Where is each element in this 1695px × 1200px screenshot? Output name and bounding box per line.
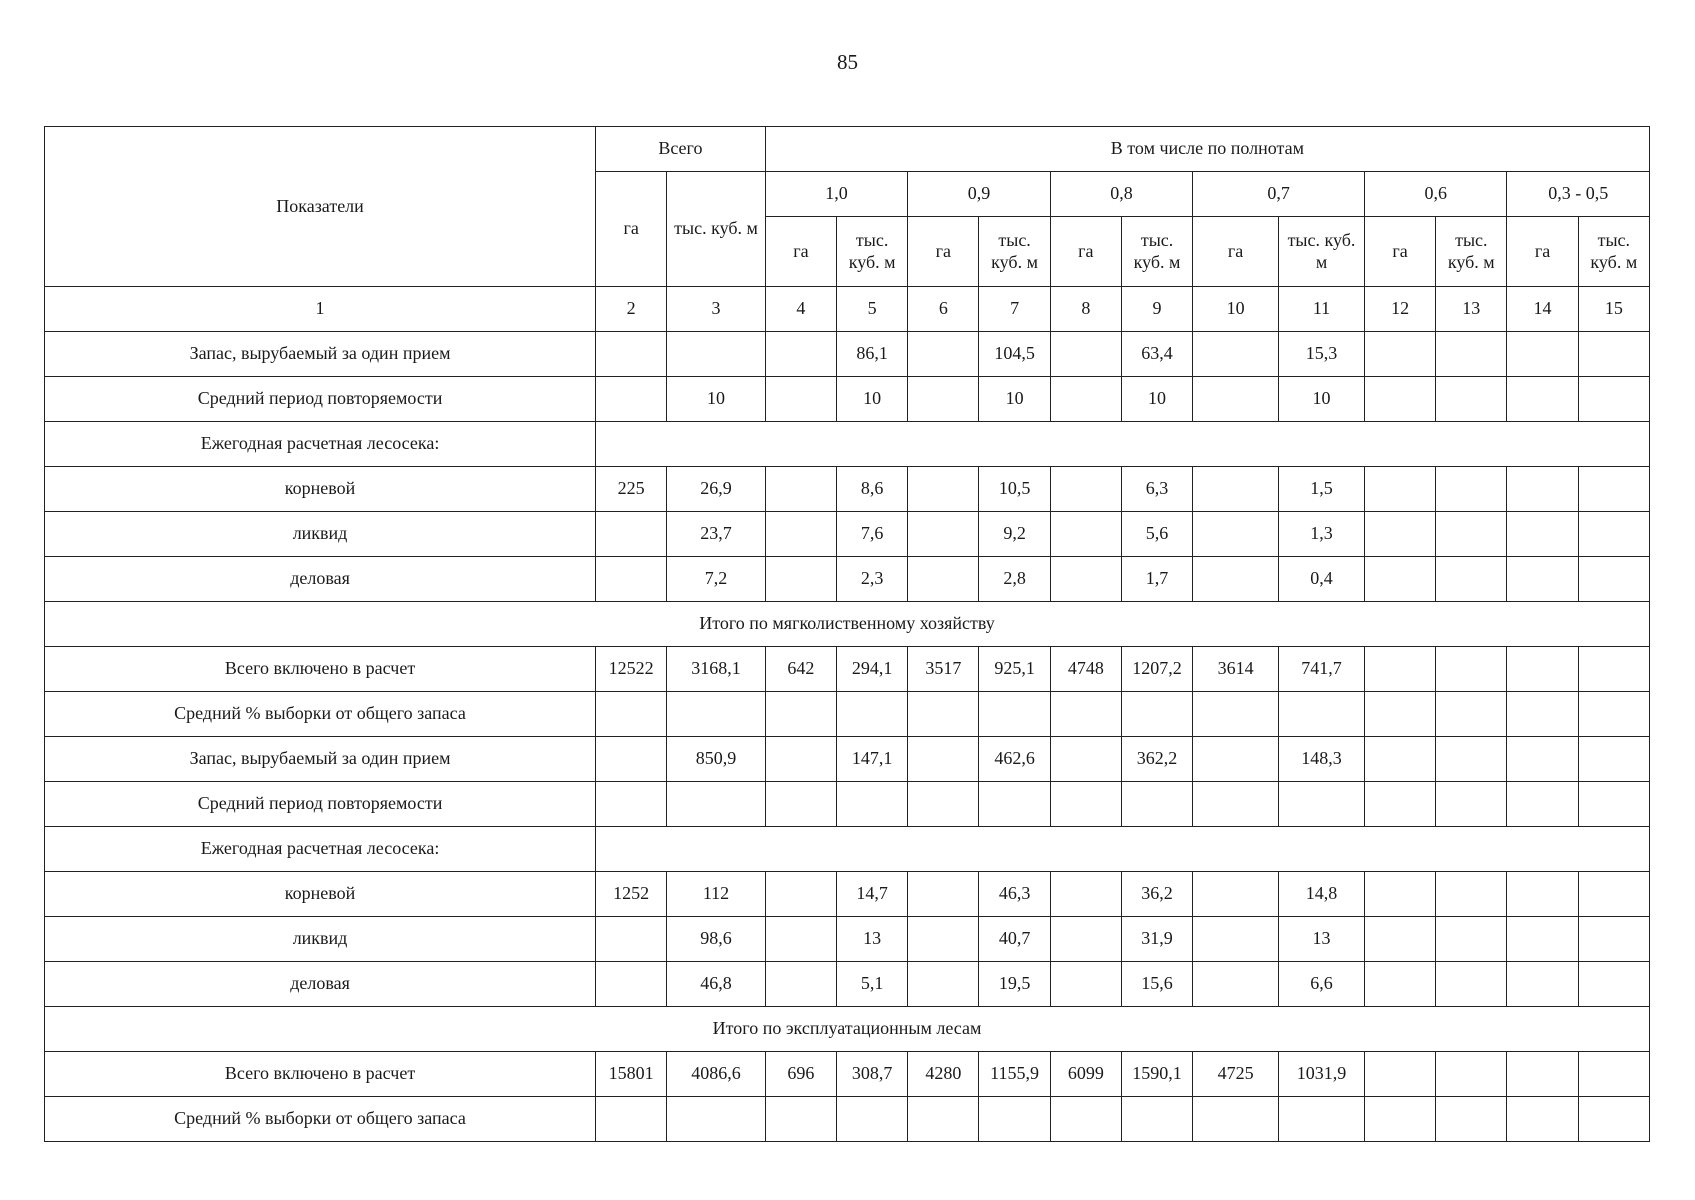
- table-cell: 104,5: [979, 332, 1050, 377]
- table-cell: [1436, 692, 1507, 737]
- table-cell: [1507, 467, 1578, 512]
- table-cell: [1193, 692, 1279, 737]
- table-cell: [1050, 512, 1121, 557]
- table-cell: [837, 692, 908, 737]
- table-cell: [1193, 872, 1279, 917]
- table-cell: 7,6: [837, 512, 908, 557]
- table-cell: [837, 782, 908, 827]
- column-number: 4: [765, 287, 836, 332]
- header-by-density: В том числе по полнотам: [765, 127, 1649, 172]
- column-number: 12: [1364, 287, 1435, 332]
- header-volume: тыс. куб. м: [1436, 217, 1507, 287]
- table-cell: [1193, 1097, 1279, 1142]
- table-cell: [1193, 332, 1279, 377]
- table-cell: [1436, 872, 1507, 917]
- table-cell: [765, 737, 836, 782]
- row-label: корневой: [45, 872, 596, 917]
- table-cell: 1,3: [1279, 512, 1365, 557]
- table-row: [45, 467, 1650, 512]
- header-density-0-8: 0,8: [1050, 172, 1192, 217]
- table-cell: [667, 692, 765, 737]
- table-cell: [765, 467, 836, 512]
- table-cell: 10: [1121, 377, 1192, 422]
- table-cell: [1436, 737, 1507, 782]
- table-cell: [1436, 512, 1507, 557]
- table-cell: [596, 377, 667, 422]
- table-cell: [1193, 467, 1279, 512]
- table-cell: 1031,9: [1279, 1052, 1365, 1097]
- table-cell: [1364, 872, 1435, 917]
- table-cell: 13: [1279, 917, 1365, 962]
- table-cell: 0,4: [1279, 557, 1365, 602]
- table-cell: 10: [979, 377, 1050, 422]
- header-volume: тыс. куб. м: [1279, 217, 1365, 287]
- page-number: 85: [837, 50, 858, 74]
- table-cell: [1578, 737, 1649, 782]
- table-cell: 9,2: [979, 512, 1050, 557]
- table-cell: [596, 1097, 667, 1142]
- table-cell: 10,5: [979, 467, 1050, 512]
- table-cell: [1121, 1097, 1192, 1142]
- table-cell: 86,1: [837, 332, 908, 377]
- column-number: 11: [1279, 287, 1365, 332]
- table-cell: [979, 782, 1050, 827]
- column-number: 2: [596, 287, 667, 332]
- table-cell: 308,7: [837, 1052, 908, 1097]
- table-cell: [1436, 377, 1507, 422]
- table-cell: [667, 782, 765, 827]
- table-cell: [1121, 692, 1192, 737]
- table-cell: [1436, 782, 1507, 827]
- table-cell: [1578, 377, 1649, 422]
- table-cell: [1507, 557, 1578, 602]
- table-cell: [596, 917, 667, 962]
- table-row: [45, 557, 1650, 602]
- table-cell: [1279, 782, 1365, 827]
- merged-empty-cell: [596, 827, 1650, 872]
- table-cell: [979, 692, 1050, 737]
- header-total-ha: га: [596, 172, 667, 287]
- table-cell: [596, 737, 667, 782]
- table-cell: [1364, 557, 1435, 602]
- header-volume: тыс. куб. м: [979, 217, 1050, 287]
- table-cell: 3168,1: [667, 647, 765, 692]
- table-cell: [1364, 332, 1435, 377]
- table-cell: [1050, 872, 1121, 917]
- table-cell: [1507, 962, 1578, 1007]
- column-number: 3: [667, 287, 765, 332]
- table-cell: 13: [837, 917, 908, 962]
- table-cell: [765, 512, 836, 557]
- table-row: [45, 782, 1650, 827]
- row-label: Запас, вырубаемый за один прием: [45, 332, 596, 377]
- table-cell: 23,7: [667, 512, 765, 557]
- table-cell: [1507, 332, 1578, 377]
- table-cell: [765, 962, 836, 1007]
- table-row: [45, 737, 1650, 782]
- header-volume: тыс. куб. м: [837, 217, 908, 287]
- column-number: 9: [1121, 287, 1192, 332]
- table-cell: [1364, 512, 1435, 557]
- table-cell: [1364, 377, 1435, 422]
- table-cell: [1436, 332, 1507, 377]
- table-cell: 40,7: [979, 917, 1050, 962]
- table-cell: [1436, 557, 1507, 602]
- table-cell: [1121, 782, 1192, 827]
- table-cell: 112: [667, 872, 765, 917]
- column-number: 10: [1193, 287, 1279, 332]
- table-cell: [1364, 692, 1435, 737]
- table-cell: [908, 692, 979, 737]
- subheading-row: [45, 422, 1650, 467]
- table-cell: 6,6: [1279, 962, 1365, 1007]
- section-row: [45, 602, 1650, 647]
- table-row: [45, 1097, 1650, 1142]
- table-cell: [667, 1097, 765, 1142]
- table-row: [45, 647, 1650, 692]
- table-cell: 15,6: [1121, 962, 1192, 1007]
- table-cell: [1193, 737, 1279, 782]
- table-cell: 294,1: [837, 647, 908, 692]
- table-cell: 1,7: [1121, 557, 1192, 602]
- table-cell: 7,2: [667, 557, 765, 602]
- row-label: корневой: [45, 467, 596, 512]
- table-cell: [1578, 647, 1649, 692]
- table-cell: [1507, 737, 1578, 782]
- table-cell: [1436, 917, 1507, 962]
- table-cell: [908, 737, 979, 782]
- table-cell: [908, 1097, 979, 1142]
- table-cell: 3517: [908, 647, 979, 692]
- table-row: [45, 962, 1650, 1007]
- table-cell: 14,8: [1279, 872, 1365, 917]
- table-cell: 1252: [596, 872, 667, 917]
- table-cell: [765, 917, 836, 962]
- table-cell: 925,1: [979, 647, 1050, 692]
- merged-empty-cell: [596, 422, 1650, 467]
- table-cell: [1507, 377, 1578, 422]
- table-cell: [1507, 1097, 1578, 1142]
- table-cell: 4280: [908, 1052, 979, 1097]
- table-cell: 225: [596, 467, 667, 512]
- table-cell: 2,8: [979, 557, 1050, 602]
- table-cell: [1507, 692, 1578, 737]
- table-row: [45, 1052, 1650, 1097]
- table-cell: [1436, 962, 1507, 1007]
- column-number: 5: [837, 287, 908, 332]
- row-label: Средний период повторяемости: [45, 782, 596, 827]
- table-cell: [1578, 872, 1649, 917]
- table-cell: [1050, 557, 1121, 602]
- table-cell: 642: [765, 647, 836, 692]
- table-cell: [908, 872, 979, 917]
- header-ha: га: [1364, 217, 1435, 287]
- subheading-row: [45, 827, 1650, 872]
- section-row: [45, 1007, 1650, 1052]
- table-cell: [1578, 467, 1649, 512]
- header-ha: га: [908, 217, 979, 287]
- table-cell: [1193, 782, 1279, 827]
- table-cell: 4086,6: [667, 1052, 765, 1097]
- table-cell: 8,6: [837, 467, 908, 512]
- table-row: [45, 377, 1650, 422]
- table-cell: [908, 377, 979, 422]
- table-cell: 5,6: [1121, 512, 1192, 557]
- table-cell: [1507, 1052, 1578, 1097]
- header-density-0-7: 0,7: [1193, 172, 1365, 217]
- row-label: Ежегодная расчетная лесосека:: [45, 827, 596, 872]
- table-cell: [1578, 782, 1649, 827]
- table-cell: [1050, 737, 1121, 782]
- table-cell: [1050, 782, 1121, 827]
- table-row: [45, 917, 1650, 962]
- header-total-volume: тыс. куб. м: [667, 172, 765, 287]
- table-cell: 98,6: [667, 917, 765, 962]
- table-cell: [979, 1097, 1050, 1142]
- table-cell: 462,6: [979, 737, 1050, 782]
- table-cell: 850,9: [667, 737, 765, 782]
- table-cell: [1050, 467, 1121, 512]
- table-cell: 19,5: [979, 962, 1050, 1007]
- table-cell: [1364, 962, 1435, 1007]
- row-label: Всего включено в расчет: [45, 1052, 596, 1097]
- row-label: Средний % выборки от общего запаса: [45, 692, 596, 737]
- table-cell: [1436, 1097, 1507, 1142]
- table-row: [45, 872, 1650, 917]
- table-cell: 1590,1: [1121, 1052, 1192, 1097]
- column-number: 6: [908, 287, 979, 332]
- table-cell: 2,3: [837, 557, 908, 602]
- table-cell: [765, 692, 836, 737]
- table-cell: 5,1: [837, 962, 908, 1007]
- table-cell: [1050, 692, 1121, 737]
- table-cell: 15,3: [1279, 332, 1365, 377]
- table-cell: [1364, 737, 1435, 782]
- table-cell: 147,1: [837, 737, 908, 782]
- table-cell: [596, 692, 667, 737]
- table-cell: 148,3: [1279, 737, 1365, 782]
- table-cell: 63,4: [1121, 332, 1192, 377]
- table-cell: [1436, 1052, 1507, 1097]
- table-cell: [596, 332, 667, 377]
- table-cell: 1155,9: [979, 1052, 1050, 1097]
- table-body: [45, 332, 1650, 1142]
- table-cell: [667, 332, 765, 377]
- table-cell: 741,7: [1279, 647, 1365, 692]
- table-cell: 6,3: [1121, 467, 1192, 512]
- table-cell: [1364, 782, 1435, 827]
- table-cell: [765, 1097, 836, 1142]
- row-label: ликвид: [45, 917, 596, 962]
- table-cell: [1193, 557, 1279, 602]
- column-number: 1: [45, 287, 596, 332]
- row-label: Запас, вырубаемый за один прием: [45, 737, 596, 782]
- table-row: [45, 692, 1650, 737]
- table-cell: [765, 557, 836, 602]
- table-cell: 15801: [596, 1052, 667, 1097]
- table-cell: [1507, 917, 1578, 962]
- header-volume: тыс. куб. м: [1578, 217, 1649, 287]
- table-cell: [1507, 782, 1578, 827]
- header-volume: тыс. куб. м: [1121, 217, 1192, 287]
- header-ha: га: [1193, 217, 1279, 287]
- header-density-0-3-0-5: 0,3 - 0,5: [1507, 172, 1650, 217]
- row-label: Средний % выборки от общего запаса: [45, 1097, 596, 1142]
- header-density-1-0: 1,0: [765, 172, 907, 217]
- table-cell: [1578, 962, 1649, 1007]
- table-cell: [1193, 917, 1279, 962]
- table-cell: [908, 512, 979, 557]
- header-row-1: [45, 127, 1650, 172]
- row-label: деловая: [45, 962, 596, 1007]
- section-title: Итого по мягколиственному хозяйству: [45, 602, 1650, 647]
- table-cell: [596, 962, 667, 1007]
- header-total: Всего: [596, 127, 766, 172]
- table-cell: [596, 557, 667, 602]
- table-cell: [1050, 1097, 1121, 1142]
- table-cell: 10: [837, 377, 908, 422]
- table-cell: [1578, 692, 1649, 737]
- row-label: Средний период повторяемости: [45, 377, 596, 422]
- table-cell: [1193, 962, 1279, 1007]
- table-cell: [765, 872, 836, 917]
- row-label: ликвид: [45, 512, 596, 557]
- table-cell: [1364, 1097, 1435, 1142]
- table-cell: [1578, 332, 1649, 377]
- table-cell: [1436, 467, 1507, 512]
- table-cell: [1050, 962, 1121, 1007]
- table-cell: [765, 377, 836, 422]
- table-cell: [1193, 512, 1279, 557]
- table-cell: 31,9: [1121, 917, 1192, 962]
- column-number: 15: [1578, 287, 1649, 332]
- table-cell: 36,2: [1121, 872, 1192, 917]
- table-cell: [908, 917, 979, 962]
- table-cell: [1279, 692, 1365, 737]
- table-cell: [1364, 917, 1435, 962]
- table-cell: [1050, 377, 1121, 422]
- forest-yield-table: [44, 126, 1650, 1142]
- column-number-row: [45, 287, 1650, 332]
- table-cell: 4748: [1050, 647, 1121, 692]
- section-title: Итого по эксплуатационным лесам: [45, 1007, 1650, 1052]
- table-cell: [1050, 332, 1121, 377]
- table-cell: [765, 782, 836, 827]
- table-row: [45, 512, 1650, 557]
- header-indicators: Показатели: [45, 127, 596, 287]
- table-cell: [1364, 647, 1435, 692]
- table-cell: [596, 512, 667, 557]
- table-cell: [1578, 512, 1649, 557]
- table-cell: 1207,2: [1121, 647, 1192, 692]
- table-cell: 46,8: [667, 962, 765, 1007]
- table-cell: [908, 467, 979, 512]
- table-cell: [1507, 647, 1578, 692]
- table-cell: [1364, 467, 1435, 512]
- table-cell: 14,7: [837, 872, 908, 917]
- header-ha: га: [765, 217, 836, 287]
- table-cell: 10: [1279, 377, 1365, 422]
- column-number: 14: [1507, 287, 1578, 332]
- table-cell: [1578, 917, 1649, 962]
- table-cell: [1364, 1052, 1435, 1097]
- column-number: 7: [979, 287, 1050, 332]
- table-cell: [908, 782, 979, 827]
- column-number: 8: [1050, 287, 1121, 332]
- table-cell: [1578, 1097, 1649, 1142]
- table-cell: [1507, 512, 1578, 557]
- table-cell: 26,9: [667, 467, 765, 512]
- table-cell: [1279, 1097, 1365, 1142]
- table-cell: 46,3: [979, 872, 1050, 917]
- table-cell: 4725: [1193, 1052, 1279, 1097]
- table-cell: [765, 332, 836, 377]
- table-cell: [908, 332, 979, 377]
- header-ha: га: [1050, 217, 1121, 287]
- table-cell: 3614: [1193, 647, 1279, 692]
- table-cell: [1436, 647, 1507, 692]
- header-density-0-9: 0,9: [908, 172, 1050, 217]
- table-cell: [908, 557, 979, 602]
- table-cell: [596, 782, 667, 827]
- table-cell: [1050, 917, 1121, 962]
- table-cell: 696: [765, 1052, 836, 1097]
- table-cell: 362,2: [1121, 737, 1192, 782]
- table-cell: [1193, 377, 1279, 422]
- table-cell: [1507, 872, 1578, 917]
- table-cell: [837, 1097, 908, 1142]
- header-ha: га: [1507, 217, 1578, 287]
- column-number: 13: [1436, 287, 1507, 332]
- row-label: Всего включено в расчет: [45, 647, 596, 692]
- table-cell: 12522: [596, 647, 667, 692]
- table-cell: 1,5: [1279, 467, 1365, 512]
- row-label: деловая: [45, 557, 596, 602]
- table-cell: [908, 962, 979, 1007]
- table-cell: 6099: [1050, 1052, 1121, 1097]
- table-row: [45, 332, 1650, 377]
- table-cell: 10: [667, 377, 765, 422]
- table-cell: [1578, 1052, 1649, 1097]
- row-label: Ежегодная расчетная лесосека:: [45, 422, 596, 467]
- header-density-0-6: 0,6: [1364, 172, 1506, 217]
- table-cell: [1578, 557, 1649, 602]
